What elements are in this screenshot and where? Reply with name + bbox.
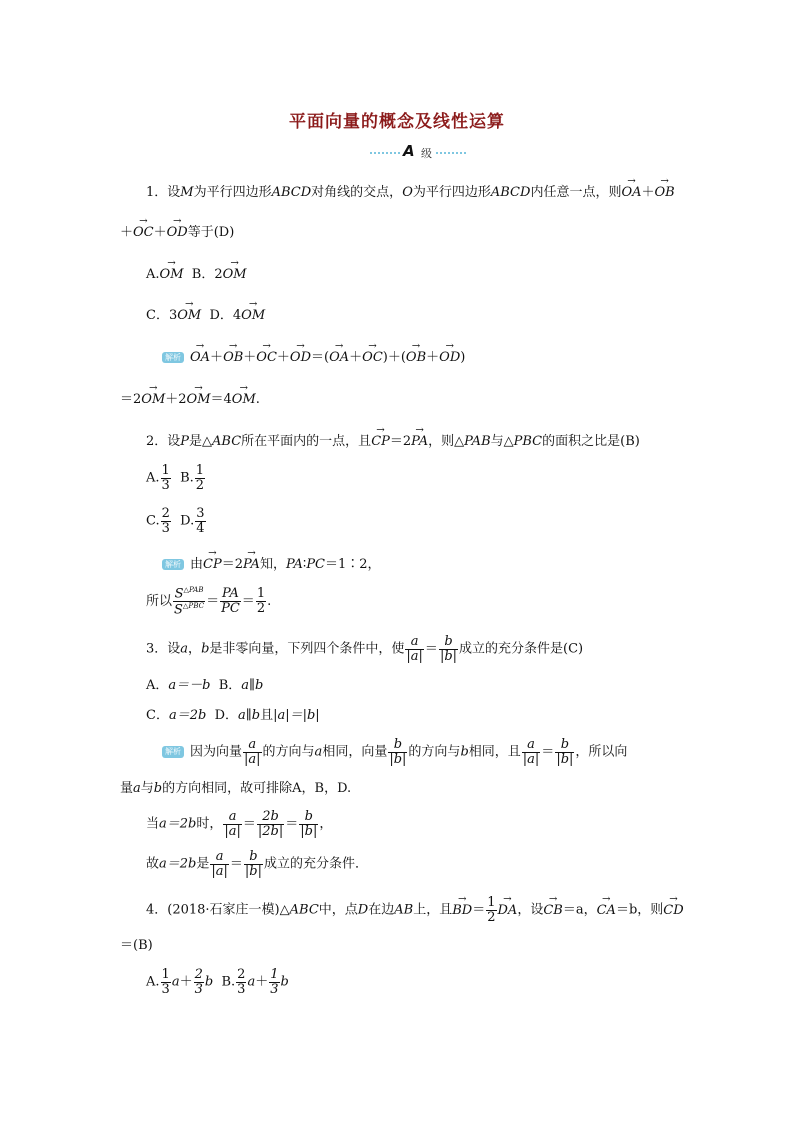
vector-od: → OD (167, 225, 188, 241)
dotted-divider-right (436, 152, 466, 154)
q2-solution-line1: 解析 由→ CP＝2→ PA知，PA∶PC＝1∶2， (162, 557, 381, 573)
q2-solution-line2: 所以 $\frac{S^{\triangle PAB}}{S^{\triangle PBC}}$ ＝ $\frac{PA}{PC}$ ＝ $\frac{1}{2}$ . (146, 585, 272, 618)
analysis-tag: 解析 (162, 352, 184, 364)
vector-pa: → PA (411, 434, 428, 450)
q4-stem-line1: 4．(2018·石家庄一模)△ABC中，点D在边AB上，且→ BD＝ $\frac{1}{2}$ → DA，设→ CB＝a，→ CA＝b，则→ CD (146, 896, 684, 924)
dotted-divider-left (370, 152, 400, 154)
q1-solution-line2: ＝2→ OM＋2→ OM＝4→ OM. (120, 392, 260, 408)
q4-options-ab: A. $\frac{1}{3}$ a＋ $\frac{2}{3}$ b B. $\frac{2}{3}$ a＋ $\frac{1}{3}$ b (146, 967, 289, 997)
q3-options-cd: C．a＝2b D．a∥b且|a|＝|b| (146, 708, 320, 723)
vector-cd: → CD (663, 903, 683, 919)
page-title: 平面向量的概念及线性运算 (289, 112, 505, 132)
q3-stem: 3．设a，b是非零向量，下列四个条件中，使 $\frac{a}{|a|}$ ＝ $\frac{b}{|b|}$ 成立的充分条件是(C) (146, 634, 584, 664)
vector-bd: → BD (452, 903, 472, 919)
q3-solution-line1: 解析 因为向量 $\frac{a}{|a|}$ 的方向与a相同，向量 $\frac{b}{|b|}$ 的方向与b相同，且 $\frac{a}{|a|}$ ＝ $\frac{b}{|b|}$ ，所以向 (162, 738, 627, 766)
level-marker (370, 142, 466, 161)
q3-solution-line2: 量a与b的方向相同，故可排除A，B，D. (120, 781, 352, 796)
vector-ca: → CA (597, 903, 616, 919)
q3-solution-line4: 故a＝2b是 $\frac{a}{|a|}$ ＝ $\frac{b}{|b|}$ 成立的充分条件． (146, 849, 369, 879)
vector-da: → DA (498, 903, 518, 919)
vector-cp: → CP (371, 434, 390, 450)
q3-options-ab: A．a＝－b B．a∥b (146, 678, 264, 693)
level-letter: A (403, 142, 415, 160)
q1-options-ab: A.→ OM B．2→ OM (146, 267, 247, 283)
q1-stem-line1: 1．设M为平行四边形ABCD对角线的交点，O为平行四边形ABCD内任意一点，则→ OA＋→ OB (146, 185, 675, 201)
vector-cb: → CB (543, 903, 563, 919)
vector-ob: → OB (655, 185, 675, 201)
q2-options-cd: C. $\frac{2}{3}$ D. $\frac{3}{4}$ (146, 506, 205, 536)
q4-stem-line2: ＝(B) (120, 938, 153, 953)
q1-options-cd: C．3→ OM D．4→ OM (146, 308, 265, 324)
vector-oa: → OA (621, 185, 641, 201)
q1-solution-line1: 解析→ OA＋→ OB＋→ OC＋→ OD＝(→ OA＋→ OC)＋(→ OB＋→ OD) (162, 350, 465, 366)
q2-options-ab: A. $\frac{1}{3}$ B. $\frac{1}{2}$ (146, 463, 205, 493)
q2-stem: 2．设P是△ABC所在平面内的一点，且→ CP＝2→ PA，则△PAB与△PBC的面积之比是(B) (146, 434, 640, 450)
q3-solution-line3: 当a＝2b时， $\frac{a}{|a|}$ ＝ $\frac{2b}{|2b|}$ ＝ $\frac{b}{|b|}$ ， (146, 809, 333, 839)
q1-stem-line2: ＋→ OC＋→ OD等于(D) (120, 225, 234, 241)
level-label: 级 (421, 147, 432, 160)
vector-oc: → OC (133, 225, 154, 241)
